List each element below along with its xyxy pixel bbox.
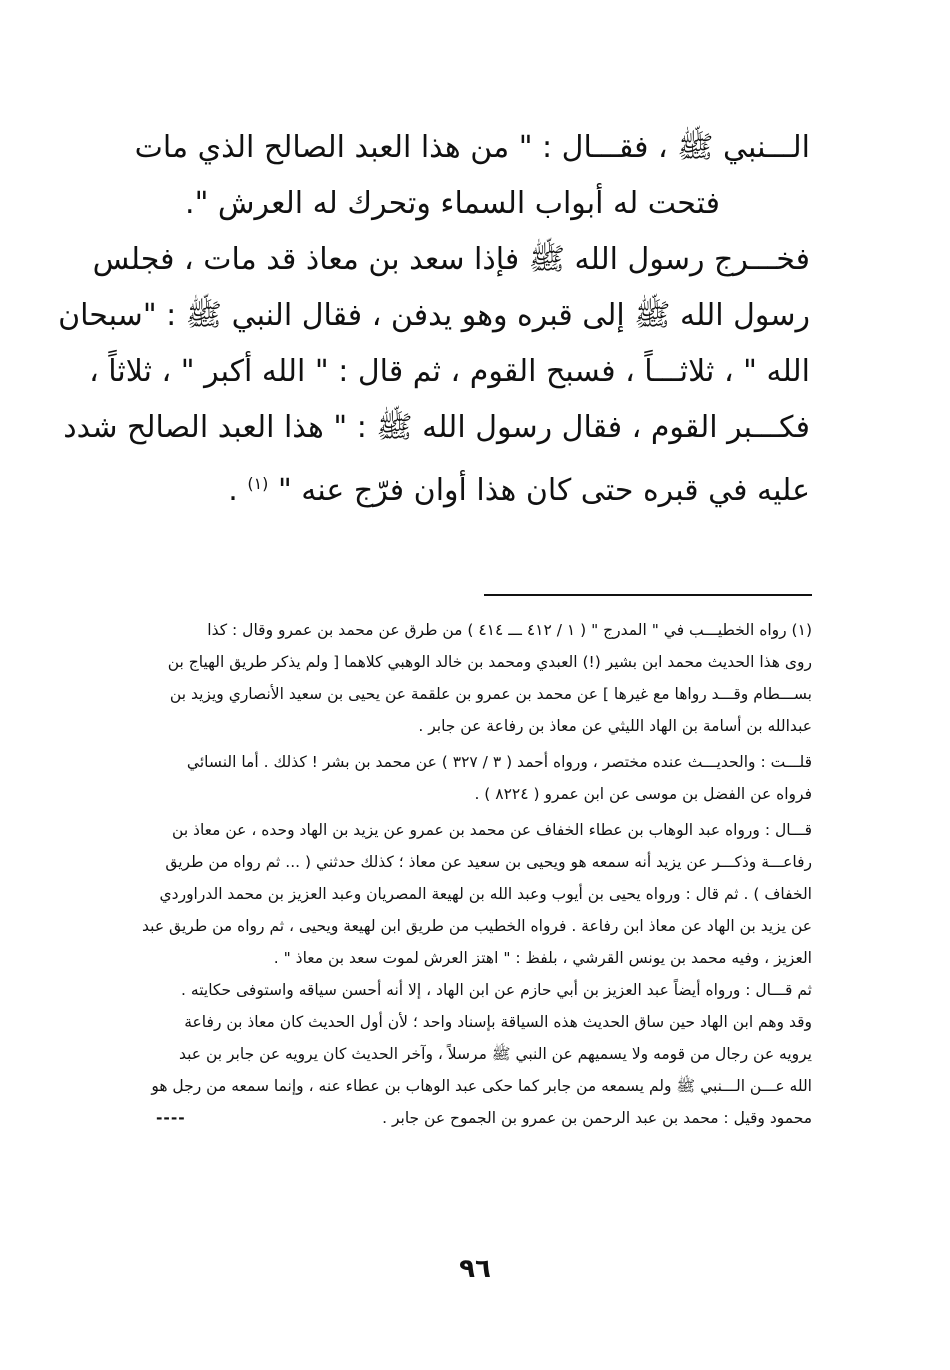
footnote-line: عبدالله بن أسامة بن الهاد الليثي عن معاذ بن رفاعة عن جابر . bbox=[418, 717, 812, 735]
main-text-line: الـــنبي ﷺ ، فقـــال : " من هذا العبد الصالح الذي مات bbox=[134, 130, 810, 165]
footnote-line: وقد وهم ابن الهاد حين ساق الحديث هذه السياقة بإسناد واحد ؛ لأن أول الحديث كان معاذ بن رفاعة bbox=[184, 1013, 812, 1031]
main-text-line: الله " ، ثلاثـــاً ، فسبح القوم ، ثم قال : " الله أكبر " ، ثلاثاً ، bbox=[89, 354, 810, 389]
footnote-divider bbox=[484, 594, 812, 596]
footnote-line: رفاعـــة وذكـــر عن يزيد أنه سمعه هو ويحيى بن سعيد عن معاذ ؛ كذلك حدثني ( ... ثم رواه من طريق bbox=[165, 853, 812, 871]
footnote-line: (١) رواه الخطيـــب في " المدرج " ( ١ / ٤١٢ ـــ ٤١٤ ) من طرق عن محمد بن عمرو وقال : كذا bbox=[207, 621, 812, 639]
main-text-line: فخـــرج رسول الله ﷺ فإذا سعد بن معاذ قد مات ، فجلس bbox=[92, 242, 810, 277]
footnote-tail-mark: ---- bbox=[156, 1109, 186, 1127]
main-text-line: رسول الله ﷺ إلى قبره وهو يدفن ، فقال النبي ﷺ : "سبحان bbox=[58, 298, 810, 333]
footnote-line: محمود وقيل : محمد بن عبد الرحمن بن عمرو بن الجموح عن جابر . bbox=[382, 1109, 812, 1127]
footnote-last-line bbox=[136, 1102, 812, 1134]
footnote-line: قـــال : ورواه عبد الوهاب بن عطاء الخفاف عن محمد بن عمرو عن يزيد بن الهاد وحده ، عن معاذ بن bbox=[172, 821, 812, 839]
footnote-line: يرويه عن رجال من قومه ولا يسميهم عن النبي ﷺ مرسلاً ، وآخر الحديث كان يرويه عن جابر بن عبد bbox=[178, 1045, 812, 1063]
main-text-line-last bbox=[136, 456, 810, 512]
footnote-line: روى هذا الحديث محمد ابن بشير (!) العبدي ومحمد بن خالد الوهبي كلاهما [ ولم يذكر طريق الهياج بن bbox=[167, 653, 812, 671]
footnote-line: الله عـــن الـــنبي ﷺ ولم يسمعه من جابر كما حكى عبد الوهاب بن عطاء عنه ، وإنما سمعه من رجل هو bbox=[151, 1077, 812, 1095]
main-text-line: فكـــبر القوم ، فقال رسول الله ﷺ : " هذا العبد الصالح شدد bbox=[63, 410, 810, 445]
main-text-line: عليه في قبره حتى كان هذا أوان فرّج عنه " bbox=[277, 473, 810, 508]
end-punctuation: . bbox=[228, 473, 238, 508]
footnote-line: قلـــت : والحديـــث عنده مختصر ، ورواه أحمد ( ٣ / ٣٢٧ ) عن محمد بن بشر ! كذلك . أما النسائي bbox=[186, 753, 812, 771]
page-number: ٩٦ bbox=[459, 1254, 491, 1284]
footnote-line: ثم قـــال : ورواه أيضاً عبد العزيز بن أبي حازم عن ابن الهاد ، إلا أنه أحسن سياقه واستوفى حكايته . bbox=[181, 981, 812, 999]
footnote-line: الخفاف ) . ثم قال : ورواه يحيى بن أيوب وعبد الله بن لهيعة المصريان وعبد العزيز بن محمد الدراوردي bbox=[159, 885, 812, 903]
main-text-line: فتحت له أبواب السماء وتحرك له العرش ". bbox=[185, 186, 720, 221]
footnotes-block bbox=[136, 614, 812, 1134]
footnote-marker: (١) bbox=[247, 474, 269, 493]
footnote-line: العزيز ، وفيه محمد بن يونس القرشي ، بلفظ : " اهتز العرش لموت سعد بن معاذ " . bbox=[273, 949, 812, 967]
footnote-line: بســـطام وقـــد رواها مع غيرها ] عن محمد بن عمرو بن علقمة عن يحيى بن سعيد الأنصاري ويزيد بن bbox=[169, 685, 812, 703]
main-text-block bbox=[58, 120, 810, 512]
footnote-line: عن يزيد بن الهاد عن معاذ ابن رفاعة . فرواه الخطيب من طريق ابن لهيعة ويحيى ، ثم رواه من طريق عبد bbox=[142, 917, 812, 935]
footnote-line: فرواه عن الفضل بن موسى عن ابن عمرو ( ٨٢٢٤ ) . bbox=[474, 785, 812, 803]
